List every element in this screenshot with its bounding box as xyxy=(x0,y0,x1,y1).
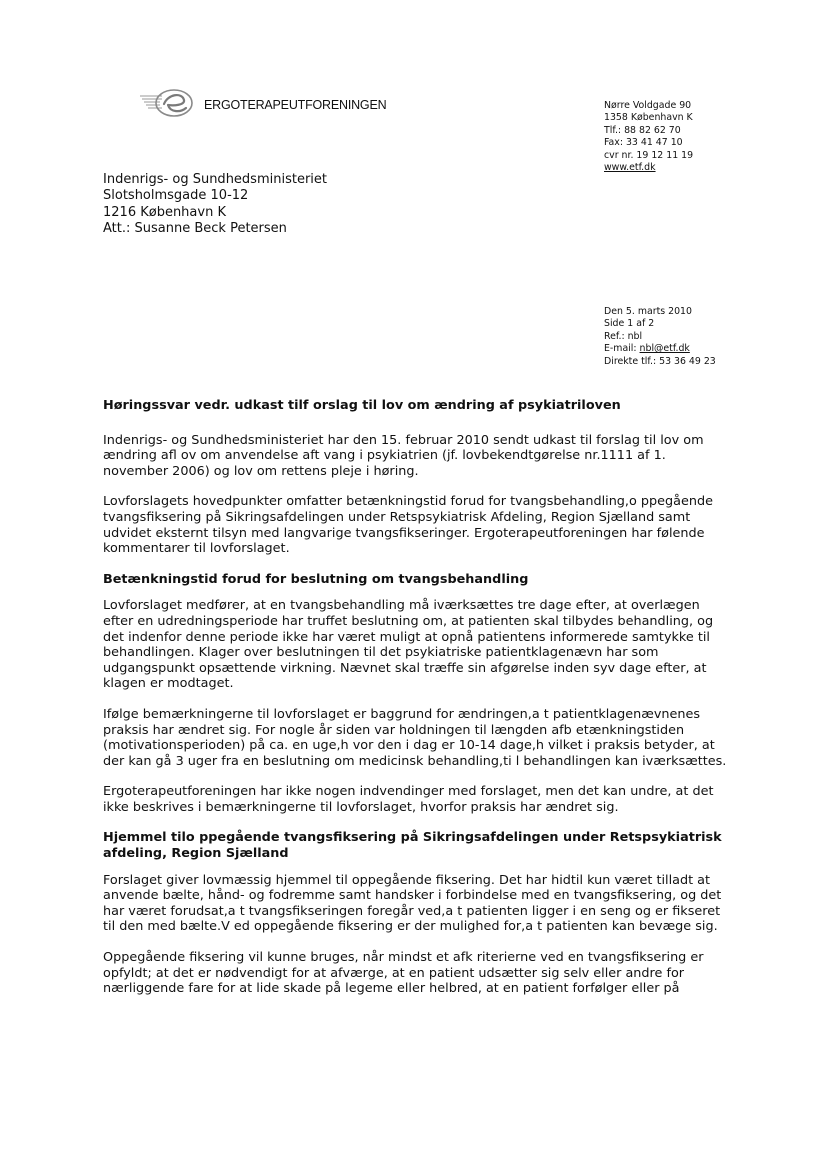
email-link[interactable]: nbl@etf.dk xyxy=(639,343,690,355)
section-heading: Betænkningstid forud for beslutning om tvangsbehandling xyxy=(103,571,529,587)
paragraph: Oppegående fiksering vil kunne bruges, når mindst et afk riterierne ved en tvangsfiksering er opfyldt; at det er nødvendigt for at afværge, at en patient udsætter sig selv eller andre for nærliggende fare for at lide skade på legeme eller helbred, at en patient forfølger eller på xyxy=(103,950,704,997)
sender-street: Nørre Voldgade 90 xyxy=(604,100,692,111)
paragraph: Lovforslaget medfører, at en tvangsbehandling må iværksættes tre dage efter, at overlægen efter en udredningsperiode har truffet beslutning om, at patienten skal tilbydes behandling, og det indenfor denne periode ikke har været muligt at opnå patientens informerede samtykke til behandlingen. Klager over beslutningen til det psykiatriske patientklagenævn har som udgangspunkt opsættende virkning. Nævnet skal træffe sin afgørelse inden syv dage efter, at klagen er modtaget. xyxy=(103,598,714,692)
sender-city: 1358 København K xyxy=(604,112,693,124)
organization-logo xyxy=(138,86,202,122)
direct-phone: Direkte tlf.: 53 36 49 23 xyxy=(604,355,716,367)
recipient-line: 1216 København K xyxy=(103,204,226,220)
paragraph: Indenrigs- og Sundhedsministeriet har den 15. februar 2010 sendt udkast til forslag til lov om ændring afl ov om anvendelse aft vang i psykiatrien (jf. lovbekendtgørelse nr.1111 af 1. november 2006) og lov om rettens pleje i høring. xyxy=(103,432,704,479)
letter-meta xyxy=(604,306,716,368)
paragraph: Lovforslagets hovedpunkter omfatter betænkningstid forud for tvangsbehandling,o ppegående tvangsfiksering på Sikringsafdelingen under Retspsykiatrisk Afdeling, Region Sjælland samt udvidet eksternt tilsyn med langvarige tvangsfikseringer. Ergoterapeutforeningen har følende kommentarer til lovforslaget. xyxy=(103,494,713,557)
sender-cvr: cvr nr. 19 12 11 19 xyxy=(604,149,694,161)
section-heading: Hjemmel tilo ppegående tvangsfiksering på Sikringsafdelingen under Retspsykiatrisk afdeling, Region Sjælland xyxy=(103,830,722,862)
letter-title: Høringssvar vedr. udkast tilf orslag til lov om ændring af psykiatriloven xyxy=(103,398,621,413)
letter-body xyxy=(103,398,731,1012)
paragraph: Forslaget giver lovmæssig hjemmel til oppegående fiksering. Det har hidtil kun været tilladt at anvende bælte, hånd- og fodremme samt handsker i forbindelse med en tvangsfiksering, og det har været forudsat,a t tvangsfikseringen foregår ved,a t patienten ligger i en seng og er fikseret til den med bælte.V ed oppegående fiksering er der mulighed for,a t patienten kan bevæge sig. xyxy=(103,872,722,935)
reference: Ref.: nbl xyxy=(604,330,643,342)
page-number: Side 1 af 2 xyxy=(604,318,655,330)
sender-fax: Fax: 33 41 47 10 xyxy=(604,137,683,149)
paragraph: Ifølge bemærkningerne til lovforslaget er baggrund for ændringen,a t patientklagenævnenes praksis har ændret sig. For nogle år siden var holdningen til længden afb etænkningstiden (motivationsperioden) på ca. en uge,h vor den i dag er 10-14 dage,h vilket i praksis betyder, at der kan gå 3 uger fra en beslutning om medicinsk behandling,ti l behandlingen kan iværksættes. xyxy=(103,706,727,769)
sender-address xyxy=(604,100,693,174)
recipient-address xyxy=(103,172,327,238)
recipient-line: Indenrigs- og Sundhedsministeriet xyxy=(103,172,327,187)
organization-name: ERGOTERAPEUTFORENINGEN xyxy=(204,98,387,112)
letter-date: Den 5. marts 2010 xyxy=(604,306,692,317)
website-link[interactable]: www.etf.dk xyxy=(604,162,656,174)
paragraph: Ergoterapeutforeningen har ikke nogen indvendinger med forslaget, men det kan undre, at det ikke beskrives i bemærkningerne til lovforslaget, hvorfor praksis har ændret sig. xyxy=(103,784,714,815)
recipient-line: Att.: Susanne Beck Petersen xyxy=(103,221,287,237)
sender-phone: Tlf.: 88 82 62 70 xyxy=(604,124,681,136)
email-label: E-mail: xyxy=(604,343,640,355)
recipient-line: Slotsholmsgade 10-12 xyxy=(103,188,249,204)
